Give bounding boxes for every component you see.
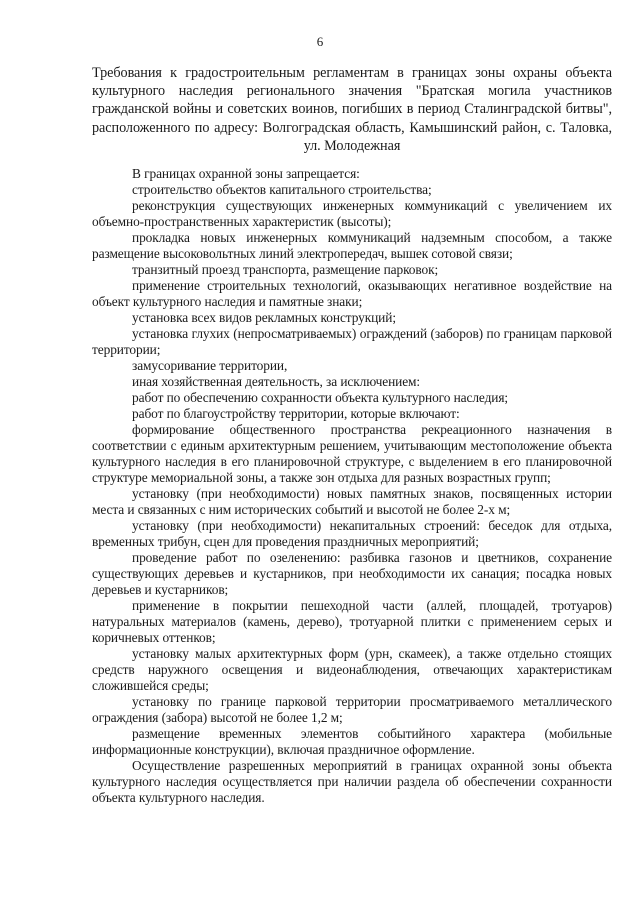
paragraph: формирование общественного пространства рекреационного назначения в соответствии с единым архитектурным решением, учитывающим местоположение объекта культурного наследия в его планировочной структуре, с выделением в его планировочной структуре мемориальной зоны, а также зон отдыха для разных возрастных групп;	[92, 422, 612, 485]
paragraph: прокладка новых инженерных коммуникаций надземным способом, а также размещение высоковольтных линий электропередач, вышек сотовой связи;	[92, 230, 612, 261]
paragraph: установку по границе парковой территории просматриваемого металлического ограждения (забора) высотой не более 1,2 м;	[92, 694, 612, 725]
paragraph: работ по обеспечению сохранности объекта культурного наследия;	[132, 390, 509, 405]
paragraph: реконструкция существующих инженерных коммуникаций с увеличением их объемно-пространственных характеристик (высоты);	[92, 198, 612, 229]
paragraph: размещение временных элементов событийного характера (мобильные информационные конструкции), включая праздничное оформление.	[92, 726, 612, 757]
paragraph: иная хозяйственная деятельность, за исключением:	[132, 374, 421, 389]
paragraph: применение строительных технологий, оказывающих негативное воздействие на объект культурного наследия и памятные знаки;	[92, 278, 612, 309]
paragraph: Осуществление разрешенных мероприятий в границах охранной зоны объекта культурного наследия осуществляется при наличии раздела об обеспечении сохранности объекта культурного наследия.	[92, 758, 612, 805]
paragraph: транзитный проезд транспорта, размещение парковок;	[132, 262, 439, 277]
page-number: 6	[316, 34, 324, 49]
paragraph: работ по благоустройству территории, которые включают:	[132, 406, 460, 421]
paragraph: строительство объектов капитального строительства;	[132, 182, 432, 197]
paragraph: установка глухих (непросматриваемых) ограждений (заборов) по границам парковой территории;	[92, 326, 612, 357]
document-heading: Требования к градостроительным регламентам в границах зоны охраны объекта культурного наследия регионального значения "Братская могила участников гражданской войны и советских воинов, погибших в период Сталинградской битвы", расположенного по адресу: Волгоградская область, Камышинский район, с. Таловка, ул. Молодежная	[92, 65, 612, 154]
paragraph: замусоривание территории,	[132, 358, 288, 373]
paragraph: установка всех видов рекламных конструкций;	[132, 310, 396, 325]
document-body	[92, 166, 612, 806]
paragraph: установку (при необходимости) новых памятных знаков, посвященных истории места и связанных с ним исторических событий и высотой не более 2-х м;	[92, 486, 612, 517]
paragraph: В границах охранной зоны запрещается:	[132, 166, 360, 181]
paragraph: проведение работ по озеленению: разбивка газонов и цветников, сохранение существующих деревьев и кустарников, при необходимости их санация; посадка новых деревьев и кустарников;	[92, 550, 612, 597]
paragraph: установку малых архитектурных форм (урн, скамеек), а также отдельно стоящих средств наружного освещения и видеонаблюдения, отвечающих характеристикам сложившейся среды;	[92, 646, 612, 693]
paragraph: установку (при необходимости) некапитальных строений: беседок для отдыха, временных трибун, сцен для проведения праздничных мероприятий;	[92, 518, 612, 549]
paragraph: применение в покрытии пешеходной части (аллей, площадей, тротуаров) натуральных материалов (камень, дерево), тротуарной плитки с применением серых и коричневых оттенков;	[92, 598, 612, 645]
